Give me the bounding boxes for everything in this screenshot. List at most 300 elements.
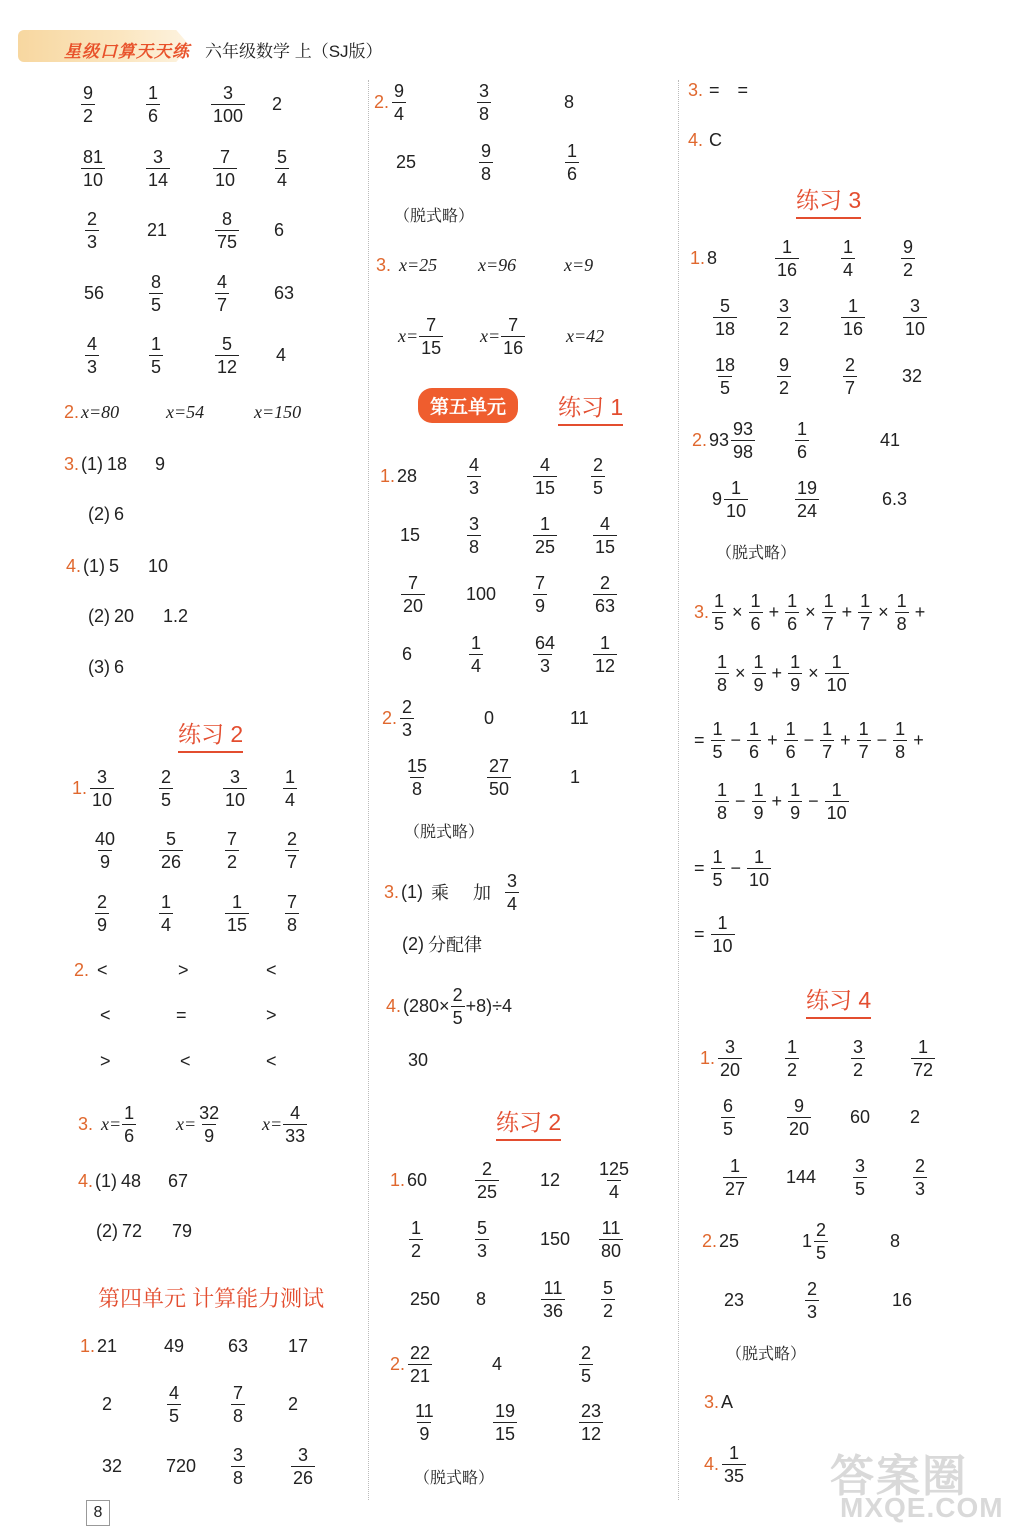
column-divider (368, 80, 369, 1500)
answer-item: (3) 6 (88, 656, 125, 677)
fraction: 3 100 (213, 82, 244, 126)
fraction: $\frac{1}{5}$ (712, 718, 723, 762)
answer-item: 2. < (74, 959, 108, 980)
fraction: $\frac{1}{10}$ (712, 912, 733, 956)
answer-item (842, 352, 858, 400)
answer-item (532, 570, 548, 618)
answer-item (412, 1398, 437, 1446)
answer-item (80, 80, 96, 128)
answer-item (408, 1215, 424, 1263)
answer-item (794, 416, 810, 464)
answer-item (145, 80, 161, 128)
fraction: 5 4 (277, 146, 288, 190)
fraction: 2 9 (97, 891, 108, 935)
fraction: 8 5 (151, 271, 162, 315)
fraction: 2 7 (845, 354, 856, 398)
answer-item (910, 1034, 936, 1082)
answer-item: 63 (228, 1335, 249, 1356)
fraction: 81 10 (83, 146, 104, 190)
answer-item: < (180, 1050, 191, 1071)
answer-item (598, 1215, 624, 1263)
fraction: 11 9 (415, 1400, 434, 1444)
answer-item (148, 331, 164, 379)
answer-item (850, 1034, 866, 1082)
answer-item (596, 1156, 632, 1204)
answer-item: 23 (724, 1289, 745, 1310)
note-text: （脱式略） (414, 1469, 495, 1487)
answer-item (214, 206, 240, 254)
answer-item: x=96 (478, 254, 517, 275)
answer-item (592, 511, 618, 559)
answer-item (474, 1156, 500, 1204)
answer-item: 17 (288, 1335, 309, 1356)
fraction: 2 25 (477, 1158, 498, 1202)
answer-item (786, 1093, 812, 1141)
answer-item: 1. 3 10 (72, 766, 113, 810)
fraction: 1 4 (161, 891, 172, 935)
fraction: 2 3 (807, 1278, 818, 1322)
answer-item (722, 1153, 748, 1201)
fraction: 11 36 (543, 1277, 564, 1321)
answer-item: 150 (540, 1228, 571, 1249)
fraction: 1 6 (567, 140, 578, 184)
fraction: $\frac{1}{6}$ (749, 718, 760, 762)
section-title-lianxi2: 练习 2 (178, 716, 243, 753)
answer-item: 2 (272, 93, 283, 114)
answer-item: 1. 28 (380, 465, 418, 486)
answer-item (92, 826, 118, 874)
answer-item: 720 (166, 1455, 197, 1476)
fraction: $\frac{1}{5}$ (712, 846, 723, 890)
answer-item: > (100, 1050, 111, 1071)
fraction: 1 2 (787, 1036, 798, 1080)
answer-item (274, 144, 290, 192)
answer-item (284, 826, 300, 874)
fraction: 7 8 (233, 1382, 244, 1426)
answer-item (224, 826, 240, 874)
fraction: 5 12 (217, 333, 238, 377)
fraction: 1 6 (797, 418, 808, 462)
fraction: 4 15 (535, 454, 556, 498)
fraction: 5 18 (715, 295, 736, 339)
answer-item: 4 (276, 344, 287, 365)
fraction: $\frac{7}{16}$ (503, 314, 524, 358)
answer-item: 1.2 (163, 605, 189, 626)
answer-item: x= $\frac{7}{16}$ (480, 314, 524, 358)
fraction: 18 5 (715, 354, 736, 398)
section-title-lianxi3: 练习 3 (796, 182, 861, 219)
answer-item (478, 138, 494, 186)
fraction: 3 20 (720, 1036, 741, 1080)
section-title-lianxi1: 练习 1 (558, 389, 623, 426)
answer-item: < (266, 959, 277, 980)
note-text: （脱式略） (404, 823, 485, 841)
fraction: 3 8 (233, 1444, 244, 1488)
fraction: 40 9 (95, 828, 116, 872)
answer-item (468, 630, 484, 678)
fraction: 9 8 (481, 140, 492, 184)
answer-item (564, 138, 580, 186)
fraction: 19 15 (495, 1400, 516, 1444)
answer-item: 9 (155, 453, 166, 474)
answer-item: 4. (1) 48 (78, 1170, 142, 1191)
answer-item: 32 (102, 1455, 123, 1476)
answer-item: 2. 93 93 98 (692, 418, 754, 462)
fraction: 125 4 (599, 1158, 630, 1202)
fraction: 3 26 (293, 1444, 314, 1488)
fraction: $\frac{1}{5}$ (714, 590, 725, 634)
answer-item (600, 1275, 616, 1323)
answer-item (230, 1380, 246, 1428)
section-title-unit4-test: 第四单元 计算能力测试 (98, 1286, 325, 1311)
book-title: 星级口算天天练 (64, 42, 190, 61)
answer-item (212, 144, 238, 192)
answer-item (166, 1380, 182, 1428)
answer-item (592, 630, 618, 678)
answer-item (84, 206, 100, 254)
answer-item: 21 (147, 219, 168, 240)
answer-item: x=42 (566, 325, 605, 346)
fraction: 11 80 (601, 1217, 622, 1261)
answer-item: 6.3 (882, 488, 908, 509)
answer-item: 3. A (704, 1391, 734, 1412)
answer-item (804, 1276, 820, 1324)
column-divider (678, 80, 679, 1500)
answer-item: 4. C (688, 129, 723, 150)
fraction: 5 3 (477, 1217, 488, 1261)
answer-item: 63 (274, 282, 295, 303)
fraction: 3 14 (148, 146, 169, 190)
fraction: $\frac{1}{6}$ (750, 590, 761, 634)
fraction: $\frac{32}{9}$ (199, 1102, 220, 1146)
answer-item: 1. 21 (80, 1335, 118, 1356)
fraction: $\frac{1}{7}$ (823, 590, 834, 634)
answer-item (224, 889, 250, 937)
fraction: 3 2 (779, 295, 790, 339)
fraction: 4 3 (469, 454, 480, 498)
fraction: 1 35 (724, 1442, 745, 1486)
answer-item: 25 (396, 151, 417, 172)
answer-item (282, 764, 298, 812)
fraction: $\frac{1}{10}$ (826, 779, 847, 823)
fraction: 1 27 (725, 1155, 746, 1199)
fraction: 4 5 (169, 1382, 180, 1426)
answer-item: 8 (476, 1288, 487, 1309)
computation-line: = $\frac{1}{10}$ (694, 912, 733, 956)
answer-item: 250 (410, 1288, 441, 1309)
fraction: 6 5 (723, 1095, 734, 1139)
answer-item: 100 (466, 583, 497, 604)
answer-item: (2) 分配律 (402, 933, 482, 955)
answer-item: > (178, 959, 189, 980)
answer-item: (2) 20 (88, 605, 135, 626)
answer-item (230, 1442, 246, 1490)
answer-item (476, 78, 492, 126)
computation-line: = $\frac{1}{5}$ − $\frac{1}{10}$ (694, 846, 770, 890)
fraction: 1 4 (843, 236, 854, 280)
answer-item (158, 764, 174, 812)
answer-item (784, 1034, 800, 1082)
answer-item (532, 511, 558, 559)
fraction: 5 2 (603, 1277, 614, 1321)
answer-item: 41 (880, 429, 901, 450)
fraction: 2 7 (287, 828, 298, 872)
answer-item (774, 234, 800, 282)
answer-item: 3. = = (688, 79, 749, 100)
answer-item: 4. 1 35 (704, 1442, 745, 1486)
answer-item (94, 889, 110, 937)
answer-item: = (176, 1004, 187, 1025)
fraction: 1 8 (717, 779, 728, 823)
answer-item (466, 452, 482, 500)
fraction: 7 2 (227, 828, 238, 872)
fraction: 3 8 (469, 513, 480, 557)
answer-item (840, 293, 866, 341)
fraction: 7 20 (403, 572, 424, 616)
answer-item (404, 753, 430, 801)
fraction: 7 9 (535, 572, 546, 616)
fraction: 7 10 (215, 146, 236, 190)
answer-item (222, 764, 248, 812)
fraction: 1 12 (595, 632, 616, 676)
answer-item (720, 1093, 736, 1141)
fraction: 3 8 (479, 80, 490, 124)
answer-item: 12 (540, 1169, 561, 1190)
answer-item: 4. (1) 5 (66, 555, 120, 576)
fraction: 8 75 (217, 208, 238, 252)
answer-item: x=54 (166, 401, 205, 422)
fraction: 2 5 (581, 1342, 592, 1386)
answer-item (912, 1153, 928, 1201)
fraction: $\frac{1}{6}$ (124, 1102, 135, 1146)
answer-item: 16 (892, 1289, 913, 1310)
answer-item: x=150 (254, 401, 302, 422)
answer-item: < (100, 1004, 111, 1025)
fraction: 9 4 (394, 80, 405, 124)
fraction: $\frac{1}{6}$ (785, 718, 796, 762)
answer-item (532, 630, 558, 678)
answer-item (712, 293, 738, 341)
fraction: 1 15 (227, 891, 248, 935)
answer-item: 6 (402, 643, 413, 664)
answer-item: 56 (84, 282, 105, 303)
answer-item: 60 (850, 1106, 871, 1127)
fraction: $\frac{2}{5}$ (452, 984, 463, 1028)
section-title-lianxi4: 练习 4 (806, 982, 871, 1019)
answer-item (590, 452, 606, 500)
fraction: 2 5 (593, 454, 604, 498)
answer-item (290, 1442, 316, 1490)
fraction: 1 25 (535, 513, 556, 557)
answer-item: 30 (408, 1049, 429, 1070)
answer-item: 2. x=80 (64, 401, 120, 422)
answer-item (466, 511, 482, 559)
fraction: 2 3 (402, 696, 413, 740)
answer-item (474, 1215, 490, 1263)
fraction: 1 2 (411, 1217, 422, 1261)
fraction: $\frac{4}{33}$ (285, 1102, 306, 1146)
answer-item: 3. x= $\frac{1}{6}$ (78, 1102, 135, 1146)
answer-item: x= $\frac{7}{15}$ (398, 314, 442, 358)
fraction: 1 72 (913, 1036, 934, 1080)
computation-line: = $\frac{1}{5}$ − $\frac{1}{6}$ + $\frac{1}{6}$ − $\frac{1}{7}$ + $\frac{1}{7}$ − $\frac{1}{8}$ + (694, 718, 924, 762)
fraction: $\frac{1}{6}$ (787, 590, 798, 634)
fraction: $\frac{7}{15}$ (421, 314, 442, 358)
fraction: 64 3 (535, 632, 556, 676)
answer-item (712, 352, 738, 400)
answer-item (84, 331, 100, 379)
answer-item: 11 (570, 707, 589, 728)
answer-item: 3. x=25 (376, 254, 438, 275)
answer-item (148, 269, 164, 317)
answer-item: 2 (102, 1393, 113, 1414)
fraction: 2 3 (915, 1155, 926, 1199)
fraction: 4 15 (595, 513, 616, 557)
fraction: 27 50 (489, 755, 510, 799)
answer-item (900, 234, 916, 282)
answer-item (214, 331, 240, 379)
fraction: $\frac{1}{9}$ (753, 779, 764, 823)
fraction: 5 26 (161, 828, 182, 872)
note-text: （脱式略） (394, 207, 475, 225)
answer-item (492, 1398, 518, 1446)
fraction: $\frac{1}{8}$ (717, 651, 728, 695)
answer-item (840, 234, 856, 282)
answer-item (158, 826, 184, 874)
fraction: $\frac{1}{7}$ (858, 718, 869, 762)
fraction: 1 4 (285, 766, 296, 810)
answer-item: 3. (1) 乘 加 3 4 (384, 870, 518, 914)
fraction: $\frac{1}{10}$ (826, 651, 847, 695)
fraction: $\frac{1}{7}$ (860, 590, 871, 634)
computation-line: 1 8 − $\frac{1}{9}$ + $\frac{1}{9}$ − $\frac{1}{10}$ (717, 779, 847, 823)
answer-item: 15 (400, 524, 421, 545)
fraction: 1 16 (843, 295, 864, 339)
fraction: 3 4 (507, 870, 518, 914)
answer-item (902, 293, 928, 341)
fraction: 3 2 (853, 1036, 864, 1080)
fraction: 4 7 (217, 271, 228, 315)
answer-item (214, 269, 230, 317)
fraction: 7 8 (287, 891, 298, 935)
fraction: 9 2 (779, 354, 790, 398)
unit5-badge: 第五单元 (418, 388, 518, 423)
answer-item (80, 144, 106, 192)
fraction: $\frac{1}{9}$ (753, 651, 764, 695)
fraction: 1 16 (777, 236, 798, 280)
answer-item (776, 293, 792, 341)
answer-item: 1 (570, 766, 581, 787)
answer-item: 2. 25 (702, 1230, 740, 1251)
fraction: 3 5 (855, 1155, 866, 1199)
fraction: $\frac{1}{8}$ (896, 590, 907, 634)
answer-item (852, 1153, 868, 1201)
fraction: $\frac{1}{7}$ (822, 718, 833, 762)
fraction: 23 12 (581, 1400, 602, 1444)
answer-item: 1. 3 20 (700, 1036, 741, 1080)
fraction: $\frac{1}{9}$ (790, 779, 801, 823)
answer-item: (2) 72 (96, 1220, 143, 1241)
answer-item: < (266, 1050, 277, 1071)
fraction: 4 3 (87, 333, 98, 377)
fraction: 3 10 (905, 295, 926, 339)
book-subtitle: 六年级数学 上（SJ版） (205, 42, 383, 61)
fraction: 1 10 (726, 477, 747, 521)
answer-item: x= $\frac{32}{9}$ (176, 1102, 220, 1146)
answer-item: (2) 6 (88, 503, 125, 524)
fraction: $\frac{1}{9}$ (790, 651, 801, 695)
answer-item (210, 80, 246, 128)
answer-item (776, 352, 792, 400)
answer-item: 8 (564, 91, 575, 112)
fraction: 9 20 (789, 1095, 810, 1139)
answer-item: 2. 9 4 (374, 80, 405, 124)
fraction: 3 10 (92, 766, 113, 810)
fraction: 2 3 (87, 208, 98, 252)
note-text: （脱式略） (716, 544, 797, 562)
answer-item (486, 753, 512, 801)
fraction: 22 21 (410, 1342, 431, 1386)
answer-item: 8 (890, 1230, 901, 1251)
watermark-text: 答案圈 (830, 1452, 968, 1501)
answer-item: x=9 (564, 254, 594, 275)
fraction: 2 5 (816, 1219, 827, 1263)
answer-item: 4 (492, 1353, 503, 1374)
answer-item: 1 2 5 (802, 1219, 827, 1263)
answer-item (592, 570, 618, 618)
answer-item: 144 (786, 1166, 817, 1187)
answer-item (284, 889, 300, 937)
answer-item (540, 1275, 566, 1323)
answer-item (158, 889, 174, 937)
fraction: 1 4 (471, 632, 482, 676)
answer-item: 0 (484, 707, 495, 728)
fraction: 19 24 (797, 477, 818, 521)
computation-line: 3. $\frac{1}{5}$ × $\frac{1}{6}$ + $\frac{1}{6}$ × $\frac{1}{7}$ + $\frac{1}{7}$ × $\frac{1}{8}$ + (694, 590, 926, 634)
answer-item: 2 (910, 1106, 921, 1127)
fraction: $\frac{1}{8}$ (895, 718, 906, 762)
answer-item: 67 (168, 1170, 189, 1191)
watermark-url: MXQE.COM (840, 1492, 1004, 1523)
page-number: 8 (86, 1500, 110, 1526)
answer-item (145, 144, 171, 192)
fraction: $\frac{1}{10}$ (749, 846, 770, 890)
answer-item (578, 1398, 604, 1446)
fraction: 9 2 (83, 82, 94, 126)
computation-line: $\frac{1}{8}$ × $\frac{1}{9}$ + $\frac{1}{9}$ × $\frac{1}{10}$ (717, 651, 847, 695)
answer-item (794, 475, 820, 523)
answer-item: 9 1 10 (712, 477, 747, 521)
answer-item: 2. 2 3 (382, 696, 413, 740)
fraction: 2 5 (161, 766, 172, 810)
fraction: 15 8 (407, 755, 428, 799)
answer-item: 49 (164, 1335, 185, 1356)
answer-item: > (266, 1004, 277, 1025)
fraction: 3 10 (225, 766, 246, 810)
answer-item: 32 (902, 365, 923, 386)
fraction: 1 6 (148, 82, 159, 126)
answer-item: 3. (1) 18 (64, 453, 128, 474)
answer-item: 6 (274, 219, 285, 240)
answer-item (578, 1340, 594, 1388)
answer-item (532, 452, 558, 500)
answer-item: x= $\frac{4}{33}$ (262, 1102, 306, 1146)
fraction: 1 5 (151, 333, 162, 377)
answer-item: 79 (172, 1220, 193, 1241)
note-text: （脱式略） (726, 1345, 807, 1363)
fraction: 93 98 (733, 418, 754, 462)
answer-item: 2 (288, 1393, 299, 1414)
